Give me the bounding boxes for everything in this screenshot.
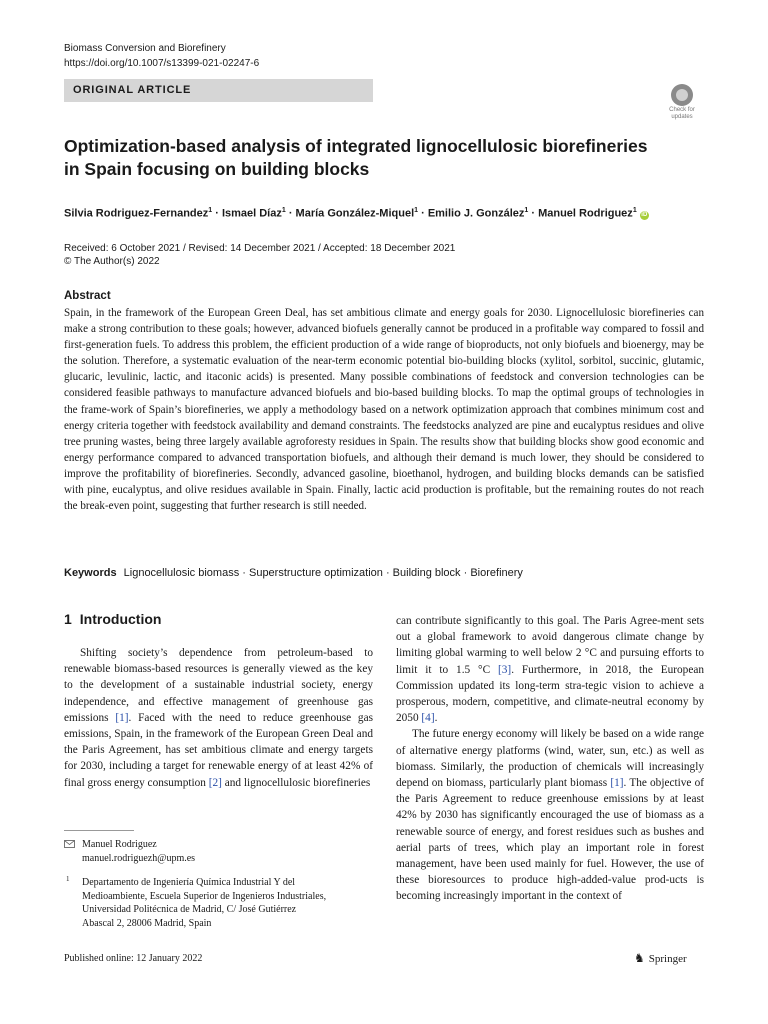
author-name: Emilio J. González bbox=[427, 207, 525, 220]
article-dates bbox=[64, 242, 455, 268]
keyword-sep: · bbox=[382, 567, 393, 579]
affiliation-line: Abascal 2, 28006 Madrid, Spain bbox=[82, 917, 212, 929]
text-run: and lignocellulosic biorefineries bbox=[221, 776, 371, 789]
badge-line-1: Check for bbox=[669, 107, 695, 113]
article-title bbox=[64, 135, 664, 181]
text-run: . Faced with the need to reduce greenhouse gas emissions, Spain, in the framework of the European Green Deal and the Paris Agreement, has set ambitious climate and energy targets for 2030, including a target for renewable energy of at least 42% of final gross energy consumption bbox=[64, 711, 373, 789]
section-heading bbox=[64, 611, 161, 627]
text-run: . bbox=[434, 712, 438, 725]
keyword: Superstructure optimization bbox=[248, 567, 383, 579]
author-name: María González-Miquel bbox=[295, 207, 415, 220]
journal-header bbox=[64, 41, 259, 71]
author-sep: · bbox=[285, 207, 296, 220]
author-name: Ismael Díaz bbox=[221, 207, 282, 220]
publisher-logo bbox=[634, 951, 687, 966]
affiliation-number: 1 bbox=[66, 875, 70, 883]
text-run: . The objective of the Paris Agreement to reduce greenhouse emissions by at least 42% by 2030 has significantly encouraged the use of biomass as a renewable source of energy, and forest residues such as bushes and aerial parts of trees, which play an important role in forest management, have been used mainly for fuel. However, the use of these bioresources to produce high-added-value prod-ucts is becoming increasingly important in the context of bbox=[396, 777, 704, 903]
intro-left-column bbox=[64, 645, 373, 791]
keyword: Building block bbox=[392, 567, 461, 579]
check-for-updates-badge[interactable] bbox=[662, 84, 702, 124]
keyword: Lignocellulosic biomass bbox=[123, 567, 240, 579]
affiliation-line: Medioambiente, Escuela Superior de Ingenieros Industriales, bbox=[82, 890, 327, 902]
author-affil: 1 bbox=[524, 207, 529, 214]
keyword: Biorefinery bbox=[470, 567, 523, 579]
citation-link[interactable]: [2] bbox=[208, 776, 222, 789]
springer-horse-icon: ♞ bbox=[634, 951, 645, 965]
section-number: 1 bbox=[64, 611, 72, 627]
author-list bbox=[64, 204, 744, 221]
keywords-label: Keywords bbox=[64, 567, 117, 579]
author-sep: · bbox=[418, 207, 428, 220]
doi-link[interactable]: https://doi.org/10.1007/s13399-021-02247-6 bbox=[64, 58, 260, 69]
footnote-divider bbox=[64, 830, 134, 831]
published-date: Published online: 12 January 2022 bbox=[64, 953, 203, 964]
keywords-line bbox=[64, 566, 704, 580]
article-type-banner: ORIGINAL ARTICLE bbox=[64, 79, 373, 102]
orcid-icon[interactable]: iD bbox=[641, 211, 648, 218]
text-run: . Furthermore, in 2018, the European Commission updated its long-term stra-tegic vision to achieve a prosperous, modern, competitive, and climate-neutral economy by 2050 bbox=[396, 663, 705, 725]
text-run: Shifting society’s dependence from petroleum-based to renewable biomass-based resources is generally viewed as the key to the development of a sustainable industrial society, energy independence, and effective management of greenhouse gas emissions bbox=[64, 647, 373, 724]
intro-right-column bbox=[396, 613, 704, 905]
title-line-2: in Spain focusing on building blocks bbox=[64, 159, 370, 179]
affiliation-line: Universidad Politécnica de Madrid, C/ José Gutiérrez bbox=[82, 904, 297, 915]
badge-line-2: updates bbox=[671, 114, 693, 120]
date-history: Received: 6 October 2021 / Revised: 14 December 2021 / Accepted: 18 December 2021 bbox=[64, 243, 456, 254]
author-affil: 1 bbox=[414, 207, 419, 214]
citation-link[interactable]: [4] bbox=[421, 712, 435, 725]
author-affil: 1 bbox=[632, 207, 637, 214]
citation-link[interactable]: [1] bbox=[610, 777, 624, 790]
corresponding-author: Manuel Rodriguez bbox=[82, 839, 157, 850]
abstract-heading: Abstract bbox=[64, 290, 111, 302]
publisher-name: Springer bbox=[648, 953, 687, 965]
keyword-sep: · bbox=[460, 567, 471, 579]
journal-name: Biomass Conversion and Biorefinery bbox=[64, 43, 226, 54]
author-name: Manuel Rodriguez bbox=[538, 207, 633, 220]
author-affil: 1 bbox=[281, 207, 286, 214]
section-title: Introduction bbox=[79, 611, 162, 627]
envelope-icon bbox=[64, 840, 75, 848]
affiliation-note bbox=[64, 876, 326, 930]
text-run: can contribute significantly to this goal. The Paris Agree-ment sets out a global framework to avoid dangerous climate change by limiting global warming to well below 2 °C and pursuing efforts to limit it to 1.5 °C bbox=[396, 615, 704, 676]
keyword-sep: · bbox=[239, 567, 249, 579]
email-link[interactable]: manuel.rodriguezh@upm.es bbox=[82, 853, 196, 864]
citation-link[interactable]: [1] bbox=[115, 711, 129, 724]
copyright: © The Author(s) 2022 bbox=[64, 256, 160, 267]
abstract-text: Spain, in the framework of the European Green Deal, has set ambitious climate and energy goals for 2030. Lignocellulosic biorefineries can make a strong contribution to these goals; however, advanced biofuels generally cannot be produced in a profitable way compared to fossil and first-generation fuels. To address this problem, the efficient production of a wide range of bioproducts, not only biofuels and bioenergy, may be the solution. Therefore, a systematic evaluation of the near-term economic potential bio-building blocks (xylitol, sorbitol, succinic, glutamic, glucaric, levulinic, lactic, and itaconic acids) is presented. Many possible combinations of feedstock and conversion technologies can be considered feasible pathways to manufacture advanced biofuels and bio-based building blocks. To map the optimal groups of technologies in the frame-work of Spain’s biorefineries, we apply a methodology based on a network optimization approach that combines minimum cost and energy criteria together with feedstock availability and demand constraints. The feedstocks analyzed are pine and eucalyptus residues and olive tree pruning wastes, being three largely available agroforesty residues in Spain. The results show that building blocks show good economic and energy performance compared to advanced transportation biofuels, and although their demand is much lower, they should be considered to improve the profitability of biorefineries. Secondly, advanced gasoline, bioethanol, hydrogen, and building blocks demands can be satisfied with pine, eucalyptus, and olive residues available in Spain. Finally, lactic acid production is profitable, but the remaining routes do not reach the break-even point, suggesting that further research is still needed. bbox=[64, 307, 704, 513]
author-affil: 1 bbox=[208, 207, 213, 214]
correspondence-note bbox=[64, 838, 195, 866]
intro-paragraph bbox=[396, 613, 704, 726]
author-name: Silvia Rodriguez-Fernandez bbox=[64, 207, 209, 220]
intro-paragraph bbox=[396, 726, 704, 904]
check-updates-icon bbox=[671, 84, 693, 106]
title-line-1: Optimization-based analysis of integrated lignocellulosic biorefineries bbox=[64, 136, 648, 156]
author-sep: · bbox=[212, 207, 222, 220]
author-sep: · bbox=[528, 207, 539, 220]
text-run: The future energy economy will likely be based on a wide range of alternative energy platforms (wind, water, sun, etc.) as well as biomass. Similarly, the production of chemicals will increasingly depend on biomass, particularly plant biomass bbox=[396, 728, 704, 790]
affiliation-line: Departamento de Ingeniería Química Industrial Y del bbox=[82, 877, 296, 888]
citation-link[interactable]: [3] bbox=[498, 663, 512, 676]
intro-paragraph bbox=[64, 645, 373, 791]
